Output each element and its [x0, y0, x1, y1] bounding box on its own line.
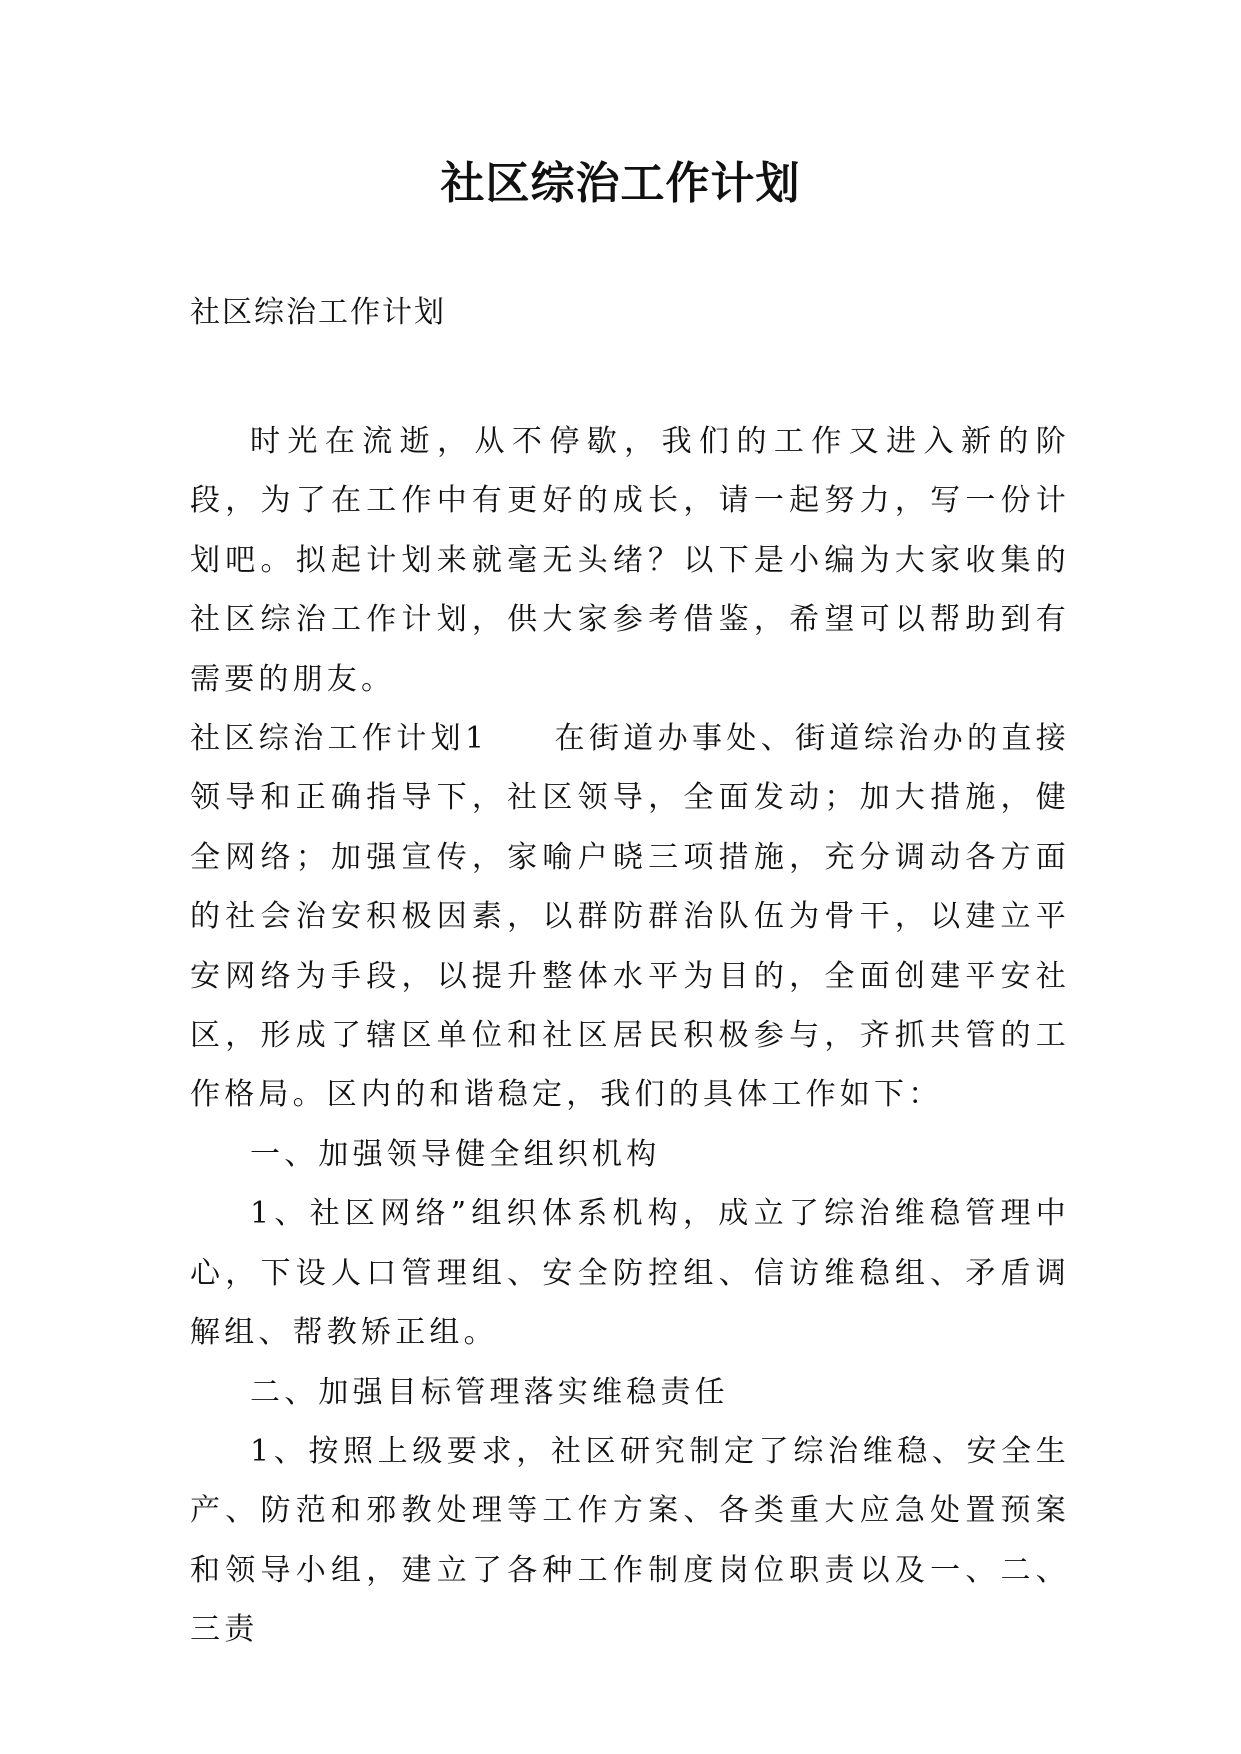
section1-item1: 1、社区网络”组织体系机构，成立了综治维稳管理中心，下设人口管理组、安全防控组、信访维稳组、矛盾调解组、帮教矫正组。	[190, 1196, 1070, 1351]
plan1-heading: 社区综治工作计划1	[190, 721, 489, 757]
intro-paragraph: 时光在流逝，从不停歇，我们的工作又进入新的阶段，为了在工作中有更好的成长，请一起努力，写一份计划吧。拟起计划来就毫无头绪？以下是小编为大家收集的社区综治工作计划，供大家参考借鉴，希望可以帮助到有需要的朋友。	[190, 424, 1070, 697]
section2-heading: 二、加强目标管理落实维稳责任	[250, 1374, 729, 1410]
plan1-lead: 在街道办事处、街道综治办的直接领导和正确指导下，社区领导，全面发动；加大措施，健全网络；加强宣传，家喻户晓三项措施，充分调动各方面的社会治安积极因素，以群防群治队伍为骨干，以建立平安网络为手段，以提升整体水平为目的，全面创建平安社区，形成了辖区单位和社区居民积极参与，齐抓共管的工作格局。区内的和谐稳定，我们的具体工作如下：	[190, 721, 1071, 1113]
document-subtitle: 社区综治工作计划	[190, 295, 446, 330]
document-title: 社区综治工作计划	[440, 158, 801, 209]
section1-heading: 一、加强领导健全组织机构	[250, 1136, 661, 1172]
document-body	[190, 412, 1070, 1660]
section2-item1: 1、按照上级要求，社区研究制定了综治维稳、安全生产、防范和邪教处理等工作方案、各类重大应急处置预案和领导小组，建立了各种工作制度岗位职责以及一、二、三责	[190, 1433, 1070, 1648]
plan1-paragraph	[190, 709, 1070, 1125]
